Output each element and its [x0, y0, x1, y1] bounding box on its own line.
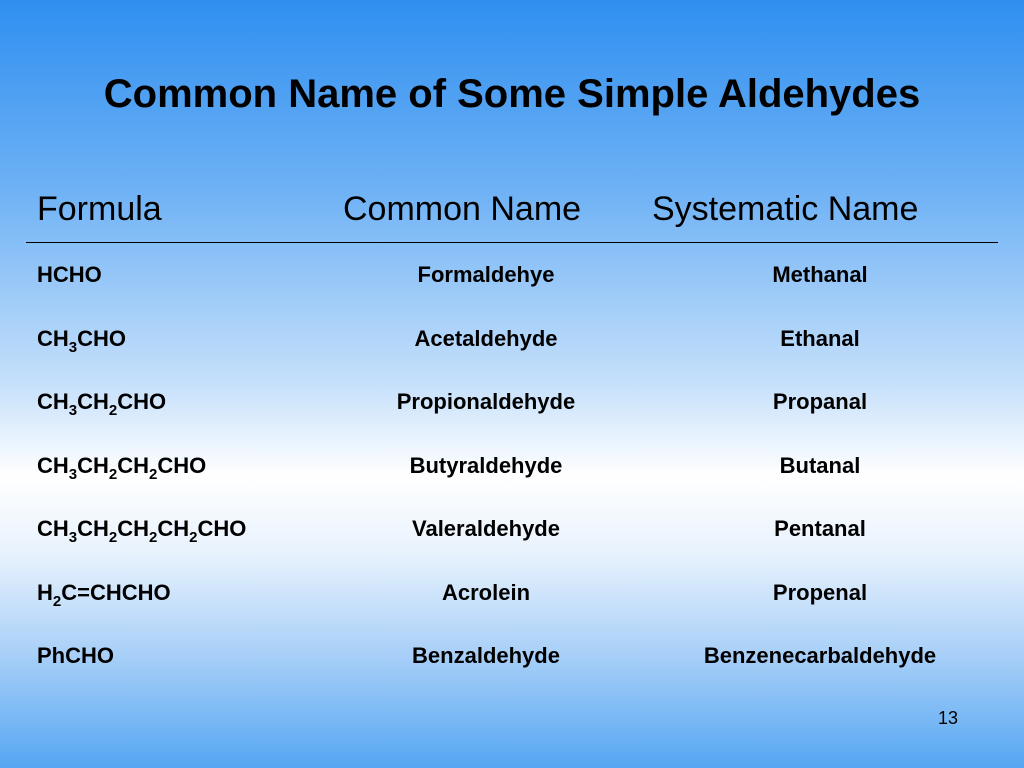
formula-cell: [37, 389, 167, 419]
formula-text: CH: [77, 452, 109, 478]
common-name-cell: Acrolein: [441, 579, 531, 605]
formula-text: CH: [37, 389, 69, 414]
header-systematic-name: Systematic Name: [652, 190, 919, 228]
formula-subscript: 3: [68, 529, 78, 546]
formula-cell: [37, 516, 247, 546]
common-name-cell: Butyraldehyde: [409, 452, 563, 478]
formula-subscript: 3: [68, 338, 78, 356]
header-divider: [26, 242, 998, 243]
table-row: [0, 244, 1024, 308]
common-name-cell: Acetaldehyde: [414, 325, 558, 351]
formula-text: CH: [37, 325, 69, 351]
formula-cell: [37, 579, 171, 610]
aldehyde-table: [0, 244, 1024, 689]
table-row: [0, 435, 1024, 499]
systematic-name-cell: Butanal: [779, 452, 861, 478]
formula-subscript: 2: [149, 529, 158, 546]
formula-text: H: [37, 579, 53, 605]
formula-subscript: 2: [52, 592, 62, 610]
formula-text: CH: [77, 516, 109, 541]
formula-subscript: 2: [149, 465, 158, 483]
formula-text: CHO: [117, 389, 167, 414]
slide-title: Common Name of Some Simple Aldehydes: [103, 72, 921, 116]
formula-subscript: 3: [68, 402, 78, 419]
formula-cell: [37, 452, 207, 483]
table-row: [0, 308, 1024, 372]
formula-text: CH: [157, 516, 190, 541]
systematic-name-cell: Pentanal: [774, 516, 866, 541]
formula-subscript: 2: [108, 529, 118, 546]
formula-text: CH: [37, 516, 69, 541]
page-number: 13: [938, 708, 959, 728]
formula-cell: [37, 262, 102, 288]
formula-text: CH: [117, 516, 150, 541]
formula-text: CHO: [157, 452, 207, 478]
systematic-name-cell: Benzenecarbaldehyde: [703, 643, 937, 668]
common-name-cell: Propionaldehyde: [396, 389, 576, 414]
header-formula: Formula: [37, 190, 162, 228]
systematic-name-cell: Propenal: [772, 579, 868, 605]
formula-subscript: 2: [108, 402, 118, 419]
formula-cell: [37, 325, 127, 356]
formula-text: CH: [37, 452, 69, 478]
formula-subscript: 2: [189, 529, 198, 546]
header-common-name: Common Name: [343, 190, 582, 228]
systematic-name-cell: Ethanal: [780, 325, 860, 351]
common-name-cell: Benzaldehyde: [412, 643, 560, 668]
formula-cell: [37, 643, 114, 669]
table-row: [0, 625, 1024, 689]
formula-subscript: 2: [108, 465, 118, 483]
table-row: [0, 498, 1024, 562]
table-row: [0, 371, 1024, 435]
formula-text: CH: [117, 452, 150, 478]
formula-text: PhCHO: [37, 643, 114, 668]
formula-text: CHO: [77, 325, 127, 351]
common-name-cell: Valeraldehyde: [412, 516, 560, 541]
systematic-name-cell: Propanal: [772, 389, 868, 414]
formula-text: CHO: [197, 516, 247, 541]
formula-text: CH: [77, 389, 109, 414]
systematic-name-cell: Methanal: [772, 262, 868, 287]
formula-subscript: 3: [68, 465, 78, 483]
table-row: [0, 562, 1024, 626]
formula-text: C=CHCHO: [61, 579, 171, 605]
table-header-row: [0, 190, 1024, 234]
formula-text: HCHO: [37, 262, 102, 287]
common-name-cell: Formaldehye: [417, 262, 555, 287]
